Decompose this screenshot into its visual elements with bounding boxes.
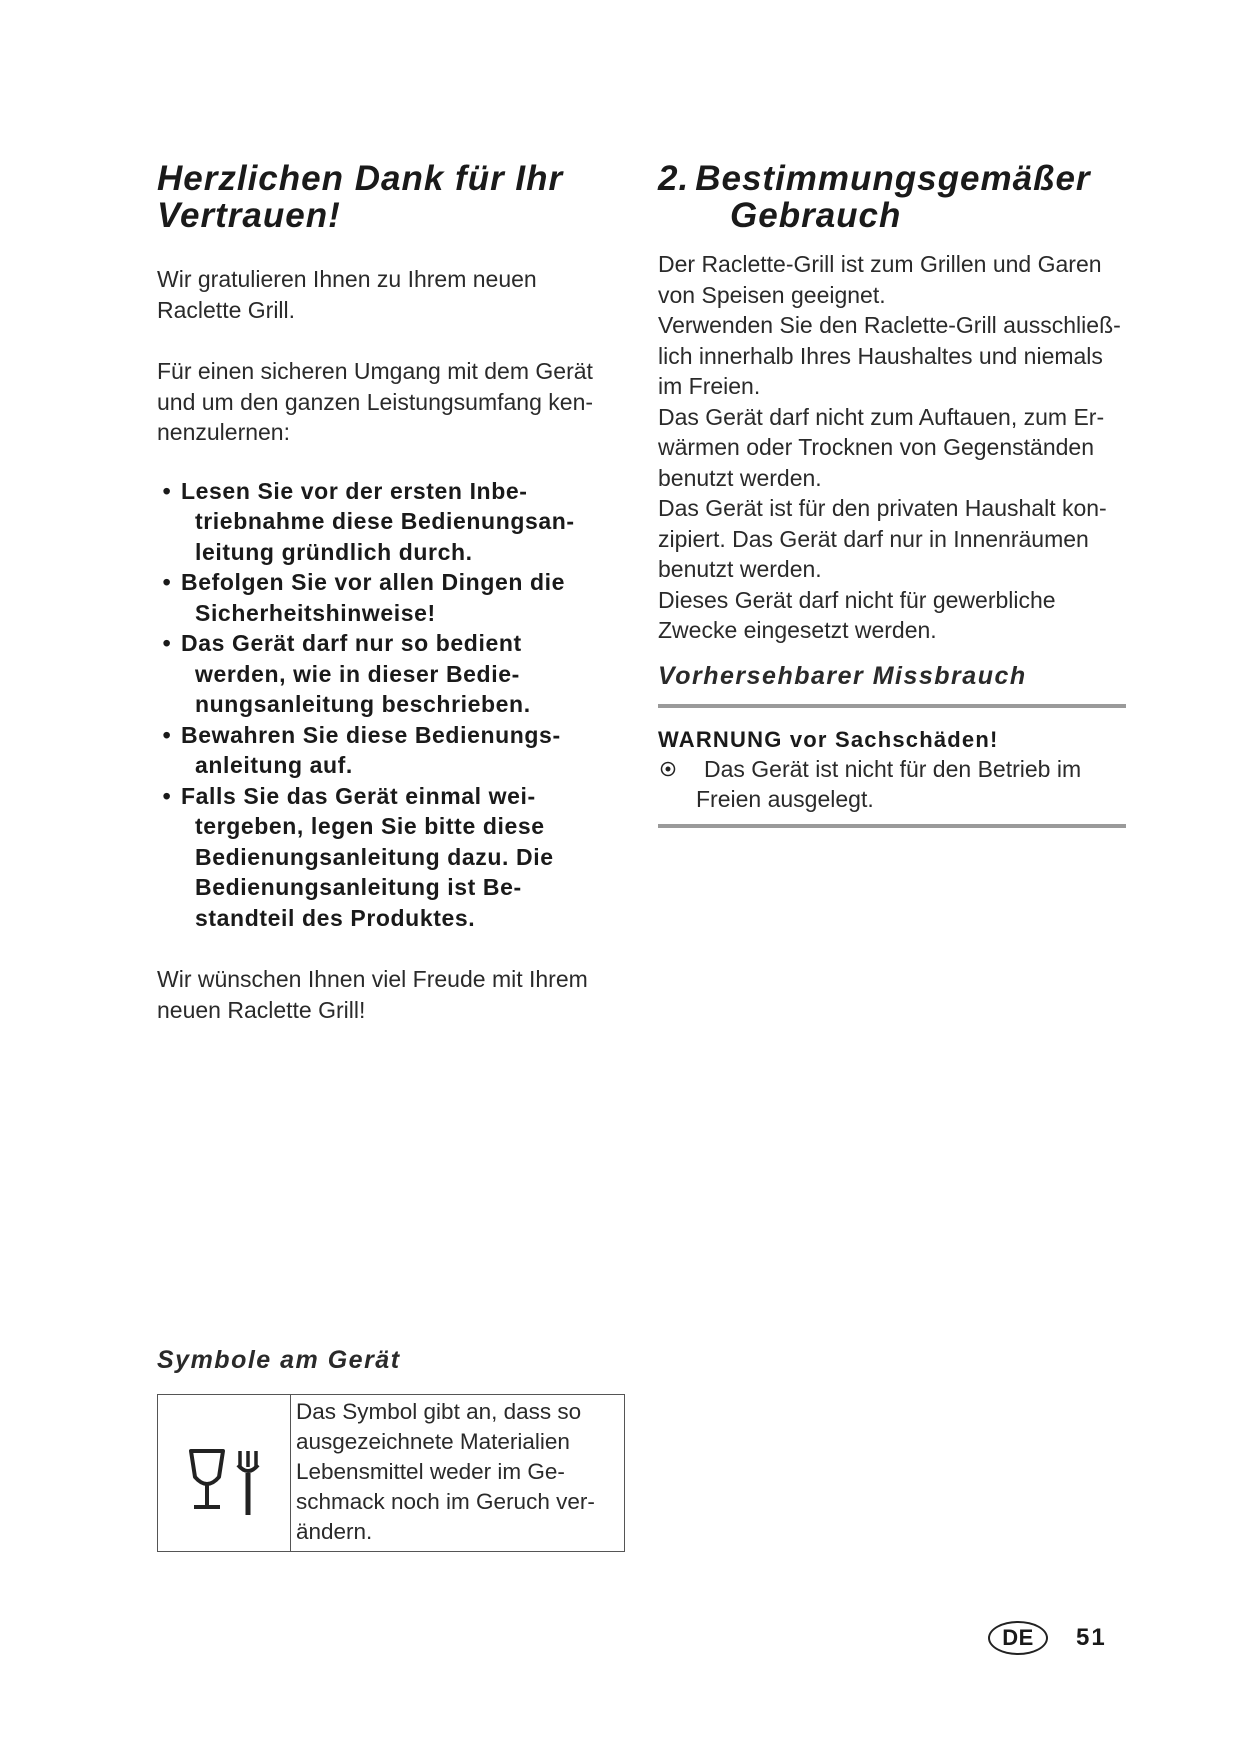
page-footer [988, 1617, 1107, 1659]
food-safe-glass-fork-icon [188, 1447, 262, 1519]
right-column [658, 160, 1128, 828]
warning-title: WARNUNG vor Sachschäden! [658, 726, 999, 752]
symbols-heading: Symbole am Gerät [157, 1346, 401, 1374]
instruction-list [157, 476, 627, 934]
language-badge: DE [988, 1621, 1048, 1655]
left-column [157, 160, 627, 1025]
closing-paragraph: Wir wünschen Ihnen viel Freude mit Ihrem neuen Raclette Grill! [157, 966, 588, 1023]
list-item: • Lesen Sie vor der ersten Inbe- triebnahme diese Bedienungsan- leitung gründlich durch. [157, 476, 627, 568]
bullet-icon: • [162, 782, 172, 809]
intro-paragraph: Wir gratulieren Ihnen zu Ihrem neuen Raclette Grill. [157, 266, 537, 323]
list-item: • Das Gerät darf nur so bedient werden, wie in dieser Bedie- nungsanleitung beschrieben. [157, 628, 627, 720]
page-number: 51 [1076, 1624, 1107, 1651]
intended-use-heading: 2. Bestimmungsgemäßer Gebrauch [658, 159, 1091, 235]
list-item: • Befolgen Sie vor allen Dingen die Sicherheitshinweise! [157, 567, 627, 628]
warning-item: Das Gerät ist nicht für den Betrieb im Freien ausgelegt. [658, 754, 1128, 814]
bullet-icon: • [162, 477, 172, 504]
bullet-icon: • [162, 721, 172, 748]
warning-circle-icon [660, 761, 676, 777]
warning-bottom-rule [658, 824, 1126, 828]
thanks-heading: Herzlichen Dank für Ihr Vertrauen! [157, 159, 564, 235]
list-item: • Falls Sie das Gerät einmal wei- tergeben, legen Sie bitte diese Bedienungsanleitung dazu. Die Bedienungsanleitung ist Be- standteil des Produktes. [157, 781, 627, 934]
section-number: 2. [658, 159, 690, 198]
symbol-table [157, 1394, 625, 1552]
safety-intro-paragraph: Für einen sicheren Umgang mit dem Gerät und um den ganzen Leistungsumfang ken- nenzulernen: [157, 358, 594, 445]
symbol-description: Das Symbol gibt an, dass so ausgezeichnete Materialien Lebensmittel weder im Ge- schmack noch im Geruch ver- ändern. [296, 1399, 595, 1544]
list-item: • Bewahren Sie diese Bedienungs- anleitung auf. [157, 720, 627, 781]
misuse-subheading: Vorhersehbarer Missbrauch [658, 661, 1027, 690]
warning-top-rule [658, 704, 1126, 708]
bullet-icon: • [162, 569, 172, 595]
intended-use-body: Der Raclette-Grill ist zum Grillen und Garen von Speisen geeignet. Verwenden Sie den Raclette-Grill ausschließ- lich innerhalb Ihres Haushaltes und niemals im Freien. Das Gerät darf nicht zum Auftauen, zum Er- wärmen oder Trocknen von Gegenständen benutzt werden. Das Gerät ist für den privaten Haushalt kon- zipiert. Das Gerät darf nur in Innenräumen benutzt werden. Dieses Gerät darf nicht für gewerbliche Zwecke eingesetzt werden. [658, 251, 1121, 643]
symbols-section [157, 1344, 627, 1552]
symbol-icon-cell [158, 1395, 291, 1551]
bullet-icon: • [162, 630, 172, 656]
